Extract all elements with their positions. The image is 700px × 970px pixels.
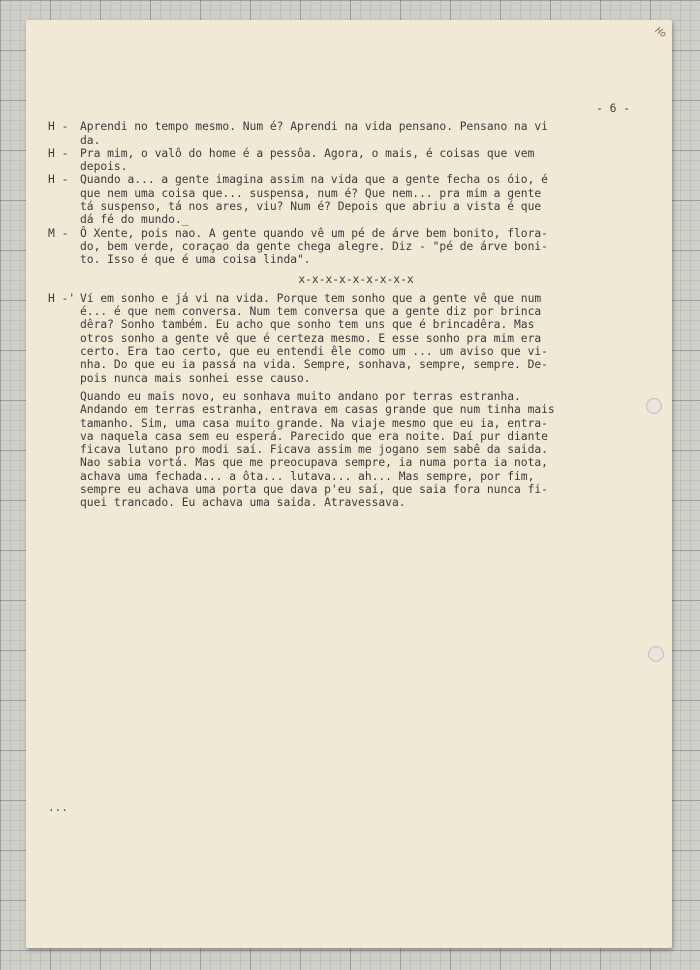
text-line: otros sonho a gente vê que é certeza mesmo. E esse sonho pra mim era: [80, 331, 542, 345]
text-line: to. Isso é que é uma coisa linda".: [80, 253, 311, 267]
text-line: é... é que nem conversa. Num tem conversa que a gente diz por brinca: [80, 305, 542, 319]
text-line: tá suspenso, tá nos ares, viu? Num é? Depois que abriu a vista é que: [80, 200, 542, 214]
text-line: dá fé do mundo._: [80, 213, 189, 227]
entry-text: [80, 173, 664, 226]
text-line: certo. Era tao certo, que eu entendi êle como um ... um aviso que vi-: [80, 345, 548, 359]
page-number: - 6 -: [596, 102, 630, 115]
text-line: va naquela casa sem eu esperá. Parecido que era noite. Daí pur diante: [80, 429, 548, 443]
text-line: Andando em terras estranha, entrava em casas grande que num tinha mais: [80, 403, 555, 417]
dialogue-entries-second: [48, 292, 664, 385]
narrative-paragraph: [48, 390, 664, 510]
speaker-label: H -: [48, 146, 76, 160]
speaker-label: H -': [48, 291, 76, 305]
typewritten-text: [48, 102, 664, 510]
dialogue-entry: [48, 147, 664, 174]
text-line: nha. Do que eu ia passá na vida. Sempre, sonhava, sempre, sempre. De-: [80, 358, 548, 372]
text-line: tamanho. Sim, uma casa muito grande. Na viaje mesmo que eu ia, entra-: [80, 416, 548, 430]
text-line: ficava lutano pro modi saí. Ficava assim me jogano sem sabê da saida.: [80, 443, 548, 457]
text-line: achava uma fechada... a ôta... lutava... ah... Mas sempre, por fim,: [80, 469, 535, 483]
speaker-label: M -: [48, 226, 76, 240]
dialogue-entry: [48, 173, 664, 226]
dialogue-entry: [48, 120, 664, 147]
entry-text: [80, 292, 664, 385]
speaker-label: H -: [48, 120, 76, 134]
dialogue-entry: [48, 292, 664, 385]
section-separator: x-x-x-x-x-x-x-x-x: [298, 272, 414, 286]
document-page: [26, 20, 672, 948]
text-line: sempre eu achava uma porta que dava p'eu saí, que saia fora nunca fi-: [80, 483, 548, 497]
speaker-label: H -: [48, 173, 76, 187]
entry-text: [80, 147, 664, 174]
text-line: pois nunca mais sonhei esse causo.: [80, 371, 311, 385]
text-line: Quando eu mais novo, eu sonhava muito andano por terras estranha.: [80, 389, 521, 403]
text-line: Ô Xente, pois nao. A gente quando vê um pé de árve bem bonito, flora-: [80, 226, 548, 240]
text-line: que nem uma coisa que... suspensa, num é? Que nem... pra mim a gente: [80, 186, 542, 200]
entry-text: [80, 120, 664, 147]
text-line: Ví em sonho e já vi na vida. Porque tem sonho que a gente vê que num: [80, 291, 542, 305]
trailing-ellipsis: ...: [48, 801, 68, 814]
text-line: Pra mim, o valô do home é a pessôa. Agora, o mais, é coisas que vem: [80, 146, 535, 160]
corner-note: Ho: [653, 25, 668, 41]
text-line: Quando a... a gente imagina assim na vida que a gente fecha os óio, é: [80, 173, 548, 187]
text-line: Nao sabia vortá. Mas que me preocupava sempre, ia numa porta ia nota,: [80, 456, 548, 470]
text-line: da.: [80, 133, 101, 147]
text-line: dêra? Sonho também. Eu acho que sonho tem uns que é brincadêra. Mas: [80, 318, 535, 332]
entry-text: [80, 227, 664, 267]
dialogue-entries: [48, 120, 664, 266]
text-line: depois.: [80, 160, 128, 174]
text-line: do, bem verde, coraçao da gente chega alegre. Diz - "pé de árve boni-: [80, 239, 548, 253]
punch-hole-lower: [648, 646, 664, 662]
text-line: Aprendi no tempo mesmo. Num é? Aprendi na vida pensano. Pensano na vi: [80, 120, 548, 134]
dialogue-entry: [48, 227, 664, 267]
text-line: quei trancado. Eu achava uma saida. Atravessava.: [80, 496, 406, 510]
